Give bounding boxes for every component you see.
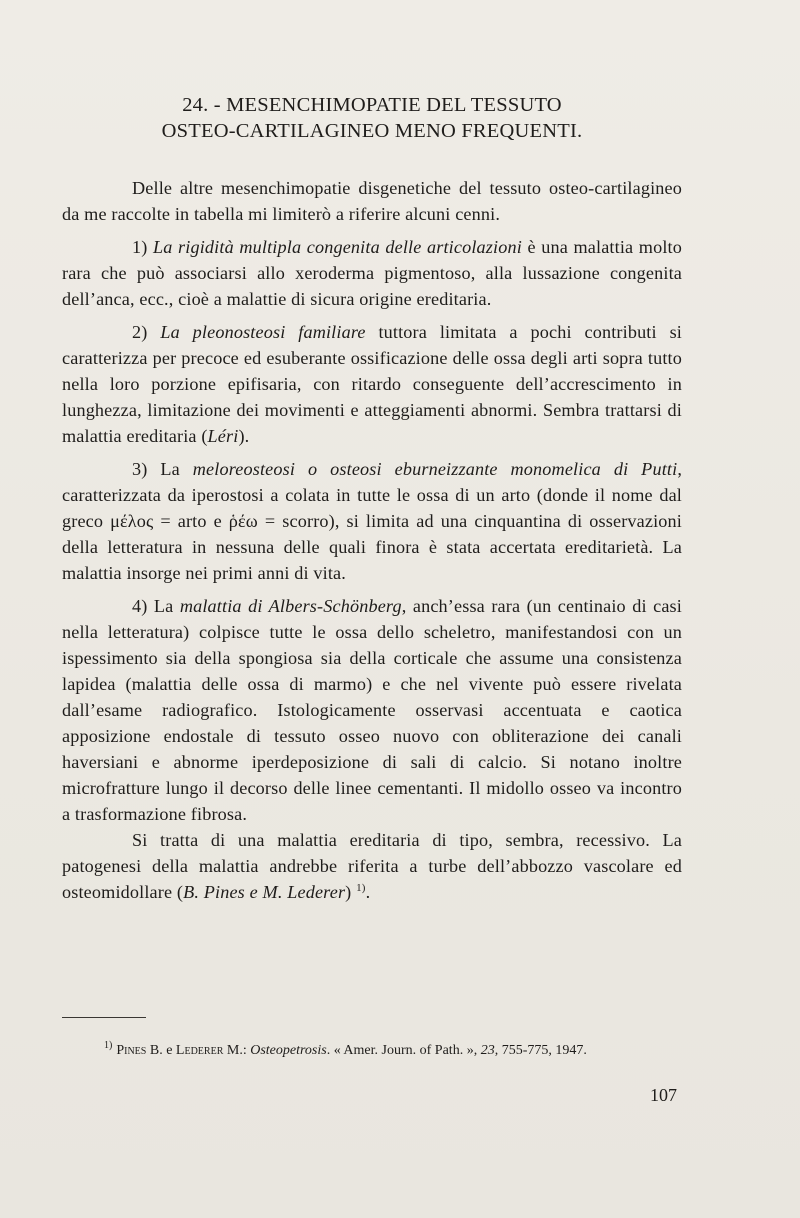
- heading-line-1: 24. - MESENCHIMOPATIE DEL TESSUTO: [182, 94, 562, 116]
- footnote-mark: 1): [104, 1040, 113, 1052]
- paragraph-5-end: ): [345, 882, 352, 902]
- paragraph-3-term-1: meloreosteosi: [192, 459, 296, 479]
- footnote-title: Osteopetrosis: [250, 1043, 327, 1058]
- paragraph-2-term: La pleonosteosi familiare: [160, 322, 366, 342]
- paragraph-1-term: La rigidità multipla congenita delle articolazioni: [153, 237, 522, 257]
- footnote-pages: , 755-775, 1947.: [494, 1043, 587, 1058]
- paragraph-1-number: 1): [132, 237, 148, 257]
- paragraph-3-connector: o: [295, 459, 331, 479]
- section-heading: [62, 92, 682, 144]
- paragraph-4: [62, 593, 682, 827]
- paragraph-2-text: tuttora limitata a pochi contributi si caratterizza per precoce ed esuberante ossificazione delle ossa degli arti sopra tutto nella loro porzione epifisaria, con ritardo conseguente dell’accrescimento in lunghezza, limitazione dei movimenti e atteggiamenti abnormi. Sembra trattarsi di malattia ereditaria (: [62, 322, 682, 446]
- footnote-journal: . « Amer. Journ. of Path. »,: [326, 1043, 481, 1058]
- footnote-divider: [62, 1017, 146, 1018]
- paragraph-5-final: .: [365, 882, 371, 902]
- paragraph-4-text: , anch’essa rara (un centinaio di casi nella letteratura) colpisce tutte le ossa dello scheletro, manifestandosi con un ispessimento sia della spongiosa sia della corticale che assume una consistenza lapidea (malattia delle ossa di marmo) e che nel vivente può essere rivelata dall’esame radiografico. Istologicamente osservasi accentuata e caotica apposizione endostale di tessuto osseo nuovo con obliterazione dei canali haversiani e abnorme iperdeposizione di sali di calcio. Si notano inoltre microfratture lungo il decorso delle linee cementanti. Il midollo osseo va incontro a trasformazione fibrosa.: [62, 596, 682, 824]
- footnote-author-2: Lederer: [175, 1043, 224, 1058]
- paragraph-4-term: malattia di Albers-Schönberg: [179, 596, 402, 616]
- footnote-author-1-initial: B. e: [146, 1043, 176, 1058]
- paragraph-2-end: ).: [238, 426, 250, 446]
- paragraph-5-text: Si tratta di una malattia ereditaria di tipo, sembra, recessivo. La patogenesi della malattia andrebbe riferita a turbe dell’abbozzo vascolare ed osteomidollare (: [62, 830, 682, 902]
- footnote: [104, 1042, 684, 1060]
- footnote-reference[interactable]: 1): [356, 881, 366, 894]
- paragraph-3-text: , caratterizzata da iperostosi a colata in tutte le ossa di un arto (donde il nome dal greco μέλος = arto e ῥέω = scorro), si limita ad una cinquantina di osservazioni della letteratura in nessuna delle quali finora è stata accertata ereditarietà. La malattia insorge nei primi anni di vita.: [62, 459, 683, 583]
- paragraph-2-citation: Léri: [207, 426, 239, 446]
- paragraph-4-number: 4) La: [132, 596, 174, 616]
- footnote-author-2-initial: M.:: [223, 1043, 251, 1058]
- paragraph-2: [62, 319, 682, 449]
- paragraph-1-text: è una malattia molto rara che può associarsi allo xeroderma pigmentoso, alla lussazione congenita dell’anca, ecc., cioè a malattie di sicura origine ereditaria.: [62, 237, 683, 309]
- paragraph-2-number: 2): [132, 322, 148, 342]
- paragraph-5-citation: B. Pines e M. Lederer: [183, 882, 346, 902]
- paragraph-intro: Delle altre mesenchimopatie disgenetiche del tessuto osteo-cartilagineo da me raccolte in tabella mi limiterò a riferire alcuni cenni.: [62, 178, 682, 224]
- paragraph-1: [62, 234, 682, 312]
- page-number: 107: [650, 1085, 677, 1105]
- footnote-author-1: Pines: [116, 1043, 147, 1058]
- paragraph-3-term-2: osteosi eburneizzante monomelica di Putti: [330, 459, 678, 479]
- footnote-volume: 23: [480, 1043, 495, 1058]
- paragraph-3-number: 3) La: [132, 459, 180, 479]
- paragraph-5: [62, 827, 682, 905]
- heading-line-2: OSTEO-CARTILAGINEO MENO FREQUENTI.: [161, 120, 583, 142]
- body-text: [62, 175, 682, 905]
- paragraph-3: [62, 456, 682, 586]
